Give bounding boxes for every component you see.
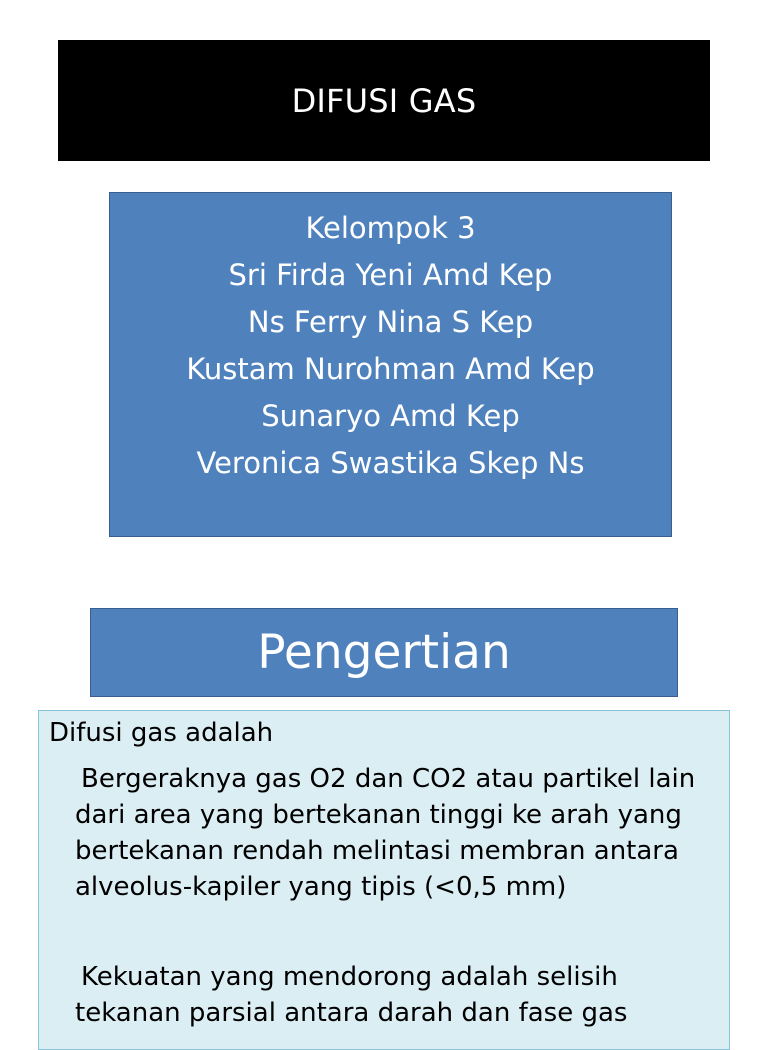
section-title: Pengertian xyxy=(257,625,511,680)
section-header-box xyxy=(90,608,678,697)
definition-paragraph xyxy=(75,959,725,1031)
paragraph-line: alveolus-kapiler yang tipis (<0,5 mm) xyxy=(75,872,567,902)
group-name: Kelompok 3 xyxy=(305,211,476,245)
member-name: Veronica Swastika Skep Ns xyxy=(196,446,585,480)
definition-intro: Difusi gas adalah xyxy=(49,718,274,748)
paragraph-line: bertekanan rendah melintasi membran antara xyxy=(75,836,679,866)
definition-content-box xyxy=(38,710,730,1050)
member-name: Ns Ferry Nina S Kep xyxy=(247,305,534,339)
paragraph-line: Kekuatan yang mendorong adalah selisih xyxy=(81,962,618,992)
member-name: Sunaryo Amd Kep xyxy=(261,399,520,433)
definition-paragraph xyxy=(75,761,725,905)
group-members-box xyxy=(109,192,672,537)
slide-title: DIFUSI GAS xyxy=(291,81,477,120)
member-name: Sri Firda Yeni Amd Kep xyxy=(228,258,553,292)
paragraph-line: tekanan parsial antara darah dan fase gas xyxy=(75,998,628,1028)
slide-title-banner xyxy=(58,40,710,161)
member-name: Kustam Nurohman Amd Kep xyxy=(186,352,595,386)
paragraph-line: dari area yang bertekanan tinggi ke arah yang xyxy=(75,800,682,830)
paragraph-line: Bergeraknya gas O2 dan CO2 atau partikel lain xyxy=(81,764,696,794)
